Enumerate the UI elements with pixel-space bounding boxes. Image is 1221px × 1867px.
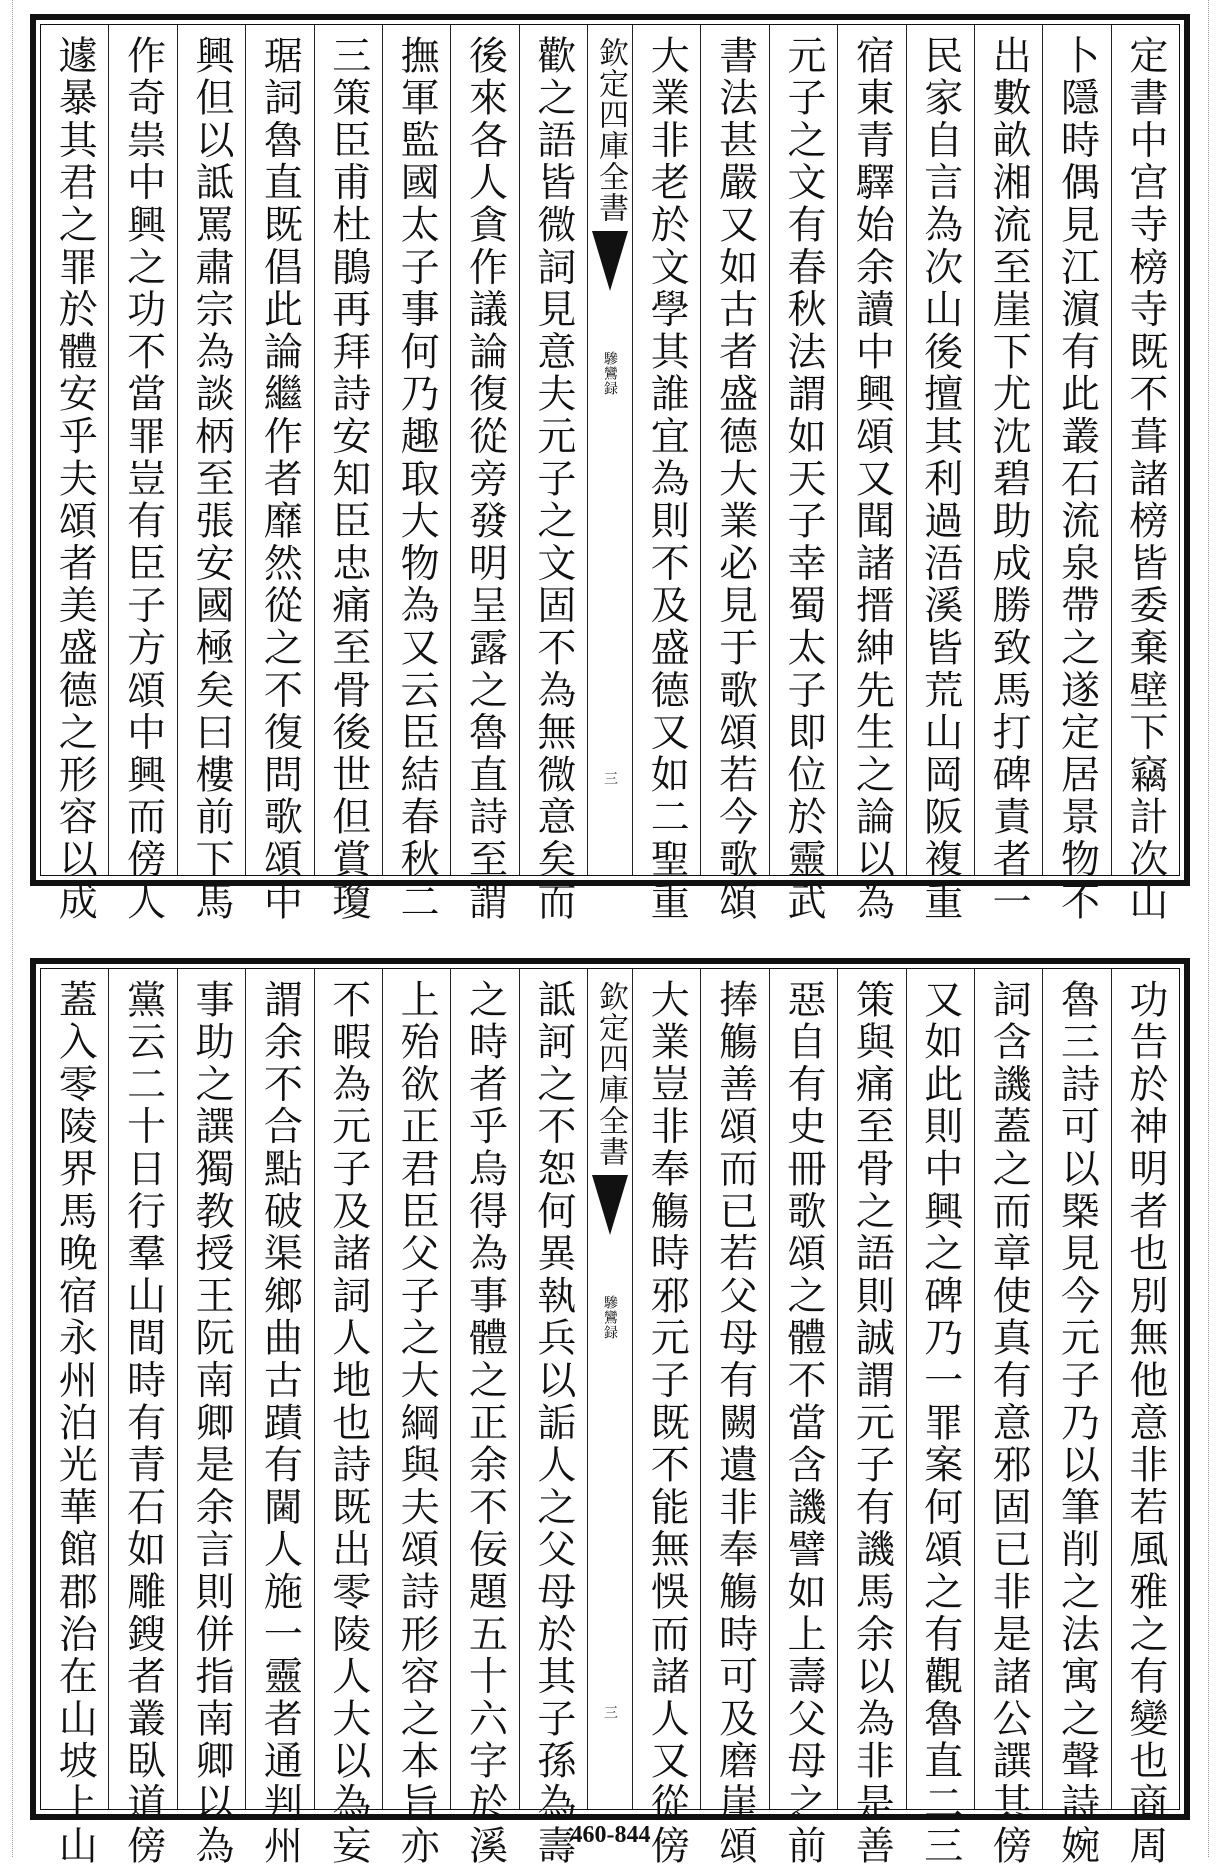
text-column (245, 969, 313, 1867)
text-column (177, 969, 245, 1867)
column-text: 不暇為元子及諸詞人地也詩既出零陵人大以為妄 (325, 979, 371, 1867)
column-text: 定書中宫寺榜寺既不葺諸榜皆委棄壁下竊計次山 (1122, 35, 1168, 924)
text-column (837, 25, 905, 924)
column-text: 黨云二十日行羣山間時有青石如雕鎪者叢臥道傍 (120, 979, 166, 1867)
text-column (450, 25, 518, 924)
column-text: 歡之語皆微詞見意夫元子之文固不為無微意矣而 (530, 35, 576, 924)
text-column (41, 25, 108, 924)
text-column (41, 969, 108, 1867)
text-column (519, 25, 587, 924)
column-text: 事助之譔獨教授王阮南卿是余言則併指南卿以為 (188, 979, 234, 1867)
center-fold-column (587, 25, 632, 875)
column-text: 捧觴善頌而已若父母有闕遺非奉觴時可及磨崖頌 (712, 979, 758, 1867)
text-column (450, 969, 518, 1867)
top-half-page (30, 14, 1190, 924)
text-column (245, 25, 313, 924)
text-column (974, 969, 1042, 1867)
column-text: 民家自言為次山後擅其利過浯溪皆荒山岡阪複重 (917, 35, 963, 924)
column-text: 元子之文有春秋法謂如天子幸蜀太子即位於靈武 (780, 35, 826, 924)
column-text: 大業豈非奉觴時邪元子既不能無悞而諸人又從傍 (644, 979, 690, 1867)
text-column (382, 25, 450, 924)
text-column (519, 969, 587, 1867)
text-column (108, 25, 176, 924)
text-column (632, 25, 700, 924)
column-text: 後來各人貪作議論復從旁發明呈露之魯直詩至謂 (462, 35, 508, 924)
column-text: 蓋入零陵界馬晚宿永州泊光華館郡治在山坡上山 (52, 979, 98, 1867)
column-text: 詞含譏蓋之而章使真有意邪固已非是諸公譔其傍 (986, 979, 1032, 1867)
page-number: 三 (602, 1705, 618, 1719)
text-column (314, 25, 382, 924)
text-column (1042, 25, 1110, 924)
text-column (769, 969, 837, 1867)
column-text: 惡自有史冊歌頌之體不當含譏譬如上壽父母之前 (780, 979, 826, 1867)
text-column (700, 25, 768, 924)
column-text: 三策臣甫杜鵑再拜詩安知臣忠痛至骨後世但賞瓊 (325, 35, 371, 924)
column-text: 撫軍監國太子事何乃趣取大物為又云臣結春秋二 (394, 35, 440, 924)
top-inner-frame (40, 24, 1180, 924)
volume-title: 驂鸞録 (602, 351, 618, 396)
column-text: 之時者乎烏得為事體之正余不佞題五十六字於溪 (462, 979, 508, 1867)
book-title: 欽定四庫全書 (593, 37, 628, 223)
column-text: 興但以詆罵肅宗為談柄至張安國極矣曰樓前下馬 (188, 35, 234, 924)
column-text: 又如此則中興之碑乃一罪案何頌之有觀魯直二三 (917, 979, 963, 1867)
column-text: 功告於神明者也別無他意非若風雅之有變也商周 (1122, 979, 1168, 1867)
column-text: 大業非老於文學其誰宜為則不及盛德又如二聖重 (644, 35, 690, 924)
text-column (906, 969, 974, 1867)
fish-tail-mark-icon (592, 231, 628, 291)
text-column (382, 969, 450, 1867)
text-column (632, 969, 700, 1867)
center-fold-column (587, 969, 632, 1809)
top-columns (41, 25, 1179, 924)
column-text: 琚詞魯直既倡此論繼作者靡然從之不復問歌頌中 (257, 35, 303, 924)
book-title: 欽定四庫全書 (593, 981, 628, 1167)
text-column (108, 969, 176, 1867)
column-text: 出數畝湘流至崖下尤沈碧助成勝致馬打碑責者一 (986, 35, 1032, 924)
text-column (906, 25, 974, 924)
text-column (1042, 969, 1110, 1867)
text-column (974, 25, 1042, 924)
column-text: 策與痛至骨之語則誠謂元子有譏馬余以為非是善 (849, 979, 895, 1867)
text-column (700, 969, 768, 1867)
volume-title: 驂鸞録 (602, 1295, 618, 1340)
text-column (837, 969, 905, 1867)
text-column (769, 25, 837, 924)
text-column (177, 25, 245, 924)
text-column (1111, 25, 1179, 924)
footer-page-code: 460-844 (570, 1822, 651, 1848)
column-text: 卜隱時偶見江濵有此叢石流泉帶之遂定居景物不 (1054, 35, 1100, 924)
text-column (314, 969, 382, 1867)
page-number: 三 (602, 771, 618, 785)
column-text: 詆訶之不恕何異執兵以詬人之父母於其子孫為壽 (530, 979, 576, 1867)
fish-tail-mark-icon (592, 1175, 628, 1235)
column-text: 宿東青驛始余讀中興頌又聞諸搢紳先生之論以為 (849, 35, 895, 924)
column-text: 書法甚嚴又如古者盛德大業必見于歌頌若今歌頌 (712, 35, 758, 924)
text-column (1111, 969, 1179, 1867)
column-text: 遽暴其君之罪於體安乎夫頌者美盛德之形容以成 (52, 35, 98, 924)
column-text: 上殆欲正君臣父子之大綱與夫頌詩形容之本旨亦 (394, 979, 440, 1867)
column-text: 作奇祟中興之功不當罪豈有臣子方頌中興而傍人 (120, 35, 166, 924)
column-text: 魯三詩可以槩見今元子乃以筆削之法寓之聲詩婉 (1054, 979, 1100, 1867)
column-text: 謂余不合點破渠鄉曲古蹟有閫人施一靈者通判州 (257, 979, 303, 1867)
